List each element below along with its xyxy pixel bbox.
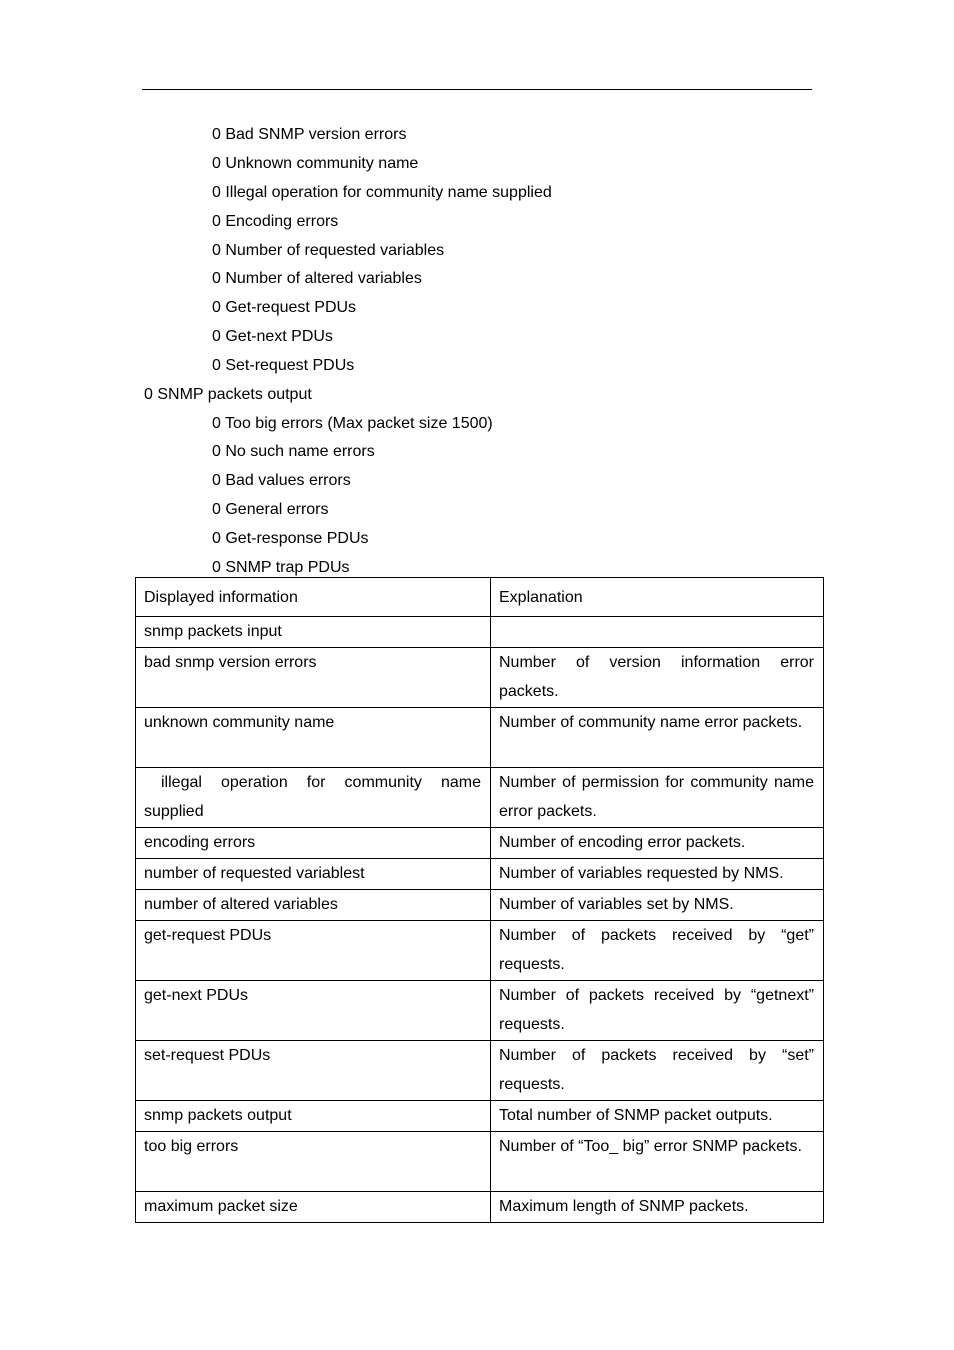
explanation-cell: Number of variables set by NMS. xyxy=(491,890,824,921)
table-header-row xyxy=(136,578,824,617)
output-line: 0 Number of requested variables xyxy=(212,242,445,259)
output-line: 0 No such name errors xyxy=(212,443,375,460)
info-cell: get-next PDUs xyxy=(136,981,491,1041)
table-row xyxy=(136,648,824,708)
info-cell: too big errors xyxy=(136,1132,491,1192)
info-cell: set-request PDUs xyxy=(136,1041,491,1101)
output-line: 0 Get-next PDUs xyxy=(212,328,333,345)
table-row xyxy=(136,617,824,648)
table-row xyxy=(136,768,824,828)
output-line: 0 Get-request PDUs xyxy=(212,299,357,316)
output-line: 0 Encoding errors xyxy=(212,213,339,230)
table-row xyxy=(136,981,824,1041)
header-explanation: Explanation xyxy=(491,578,824,617)
explanation-cell: Number of “Too_ big” error SNMP packets. xyxy=(491,1132,824,1192)
explanation-cell: Maximum length of SNMP packets. xyxy=(491,1192,824,1223)
table-row xyxy=(136,1101,824,1132)
info-cell: snmp packets output xyxy=(136,1101,491,1132)
output-line: 0 SNMP trap PDUs xyxy=(212,559,350,576)
explanation-cell: Number of packets received by “getnext” requests. xyxy=(491,981,824,1041)
table-row xyxy=(136,1192,824,1223)
output-line: 0 General errors xyxy=(212,501,329,518)
explanation-table xyxy=(135,577,824,1223)
info-cell: bad snmp version errors xyxy=(136,648,491,708)
explanation-cell: Number of variables requested by NMS. xyxy=(491,859,824,890)
explanation-cell: Number of packets received by “get” requests. xyxy=(491,921,824,981)
explanation-cell: Number of packets received by “set” requests. xyxy=(491,1041,824,1101)
info-cell: get-request PDUs xyxy=(136,921,491,981)
output-line: 0 Unknown community name xyxy=(212,155,419,172)
info-cell: illegal operation for community name supplied xyxy=(136,768,491,828)
explanation-cell: Number of permission for community name error packets. xyxy=(491,768,824,828)
table-row xyxy=(136,859,824,890)
output-line: 0 SNMP packets output xyxy=(144,386,312,403)
output-line: 0 Set-request PDUs xyxy=(212,357,355,374)
explanation-cell: Total number of SNMP packet outputs. xyxy=(491,1101,824,1132)
info-cell: encoding errors xyxy=(136,828,491,859)
header-displayed-information: Displayed information xyxy=(136,578,491,617)
table-row xyxy=(136,921,824,981)
output-line: 0 Illegal operation for community name supplied xyxy=(212,184,552,201)
output-line: 0 Number of altered variables xyxy=(212,270,422,287)
explanation-cell: Number of encoding error packets. xyxy=(491,828,824,859)
header-rule xyxy=(142,89,812,90)
table-row xyxy=(136,1041,824,1101)
table-row xyxy=(136,828,824,859)
info-cell: unknown community name xyxy=(136,708,491,768)
table-row xyxy=(136,708,824,768)
table-row xyxy=(136,890,824,921)
explanation-cell xyxy=(491,617,824,648)
output-line: 0 Too big errors (Max packet size 1500) xyxy=(212,415,493,432)
info-cell: number of altered variables xyxy=(136,890,491,921)
explanation-cell: Number of version information error packets. xyxy=(491,648,824,708)
output-line: 0 Bad values errors xyxy=(212,472,351,489)
output-line: 0 Get-response PDUs xyxy=(212,530,369,547)
table-row xyxy=(136,1132,824,1192)
info-cell: snmp packets input xyxy=(136,617,491,648)
explanation-cell: Number of community name error packets. xyxy=(491,708,824,768)
info-cell: number of requested variablest xyxy=(136,859,491,890)
info-cell: maximum packet size xyxy=(136,1192,491,1223)
output-line: 0 Bad SNMP version errors xyxy=(212,126,407,143)
